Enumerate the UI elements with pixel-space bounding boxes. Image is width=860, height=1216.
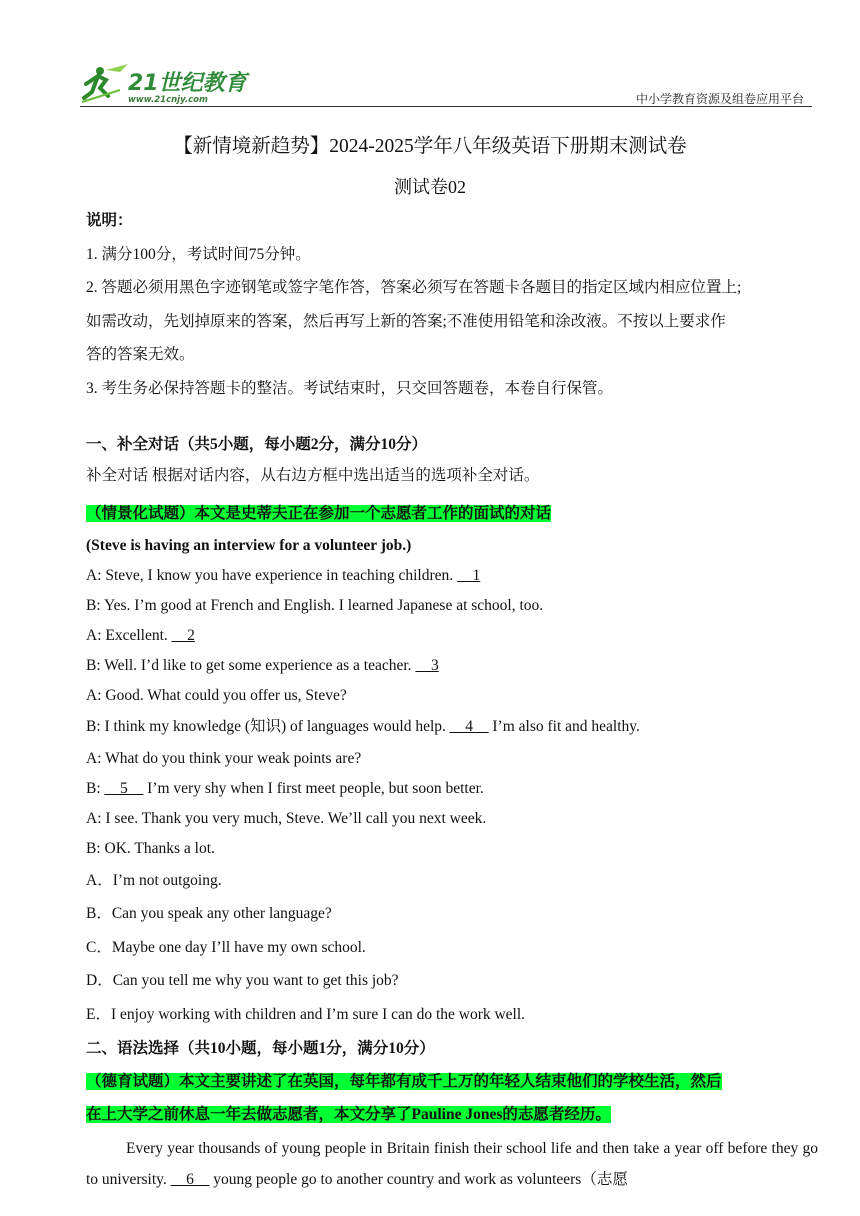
page-subtitle: 测试卷02 bbox=[394, 177, 466, 197]
dialogue-line: A: Excellent. __2 bbox=[86, 627, 195, 644]
section1-heading: 一、补全对话（共5小题，每小题2分，满分10分） bbox=[86, 436, 428, 453]
option-a: A．I’m not outgoing. bbox=[86, 872, 222, 889]
dialogue-line: A: Good. What could you offer us, Steve? bbox=[86, 687, 347, 704]
dialogue-line: B: Well. I’d like to get some experience as a teacher. __3 bbox=[86, 657, 439, 674]
dialogue-line: A: I see. Thank you very much, Steve. We’ll call you next week. bbox=[86, 810, 487, 827]
page-title: 【新情境新趋势】2024-2025学年八年级英语下册期末测试卷 bbox=[173, 136, 687, 157]
instructions-heading: 说明： bbox=[86, 212, 133, 229]
logo-21cnjy bbox=[80, 62, 255, 106]
svg-text:21世纪教育: 21世纪教育 bbox=[128, 71, 247, 96]
instruction-item: 如需改动，先划掉原来的答案，然后再写上新的答案;不准使用铅笔和涂改液。不按以上要求作 bbox=[86, 313, 726, 330]
answer-blank[interactable]: __5__ bbox=[104, 780, 144, 797]
section1-context bbox=[86, 503, 821, 525]
page-header bbox=[80, 62, 812, 108]
answer-blank[interactable]: __3 bbox=[415, 657, 439, 674]
svg-text:www.21cnjy.com: www.21cnjy.com bbox=[128, 95, 208, 105]
header-divider bbox=[80, 106, 812, 107]
section1-instruction: 补全对话 根据对话内容，从右边方框中选出适当的选项补全对话。 bbox=[86, 467, 540, 484]
dialogue-line: A: Steve, I know you have experience in teaching children. __1 bbox=[86, 567, 481, 584]
section2-heading: 二、语法选择（共10小题，每小题1分，满分10分） bbox=[86, 1040, 435, 1057]
option-d: D．Can you tell me why you want to get this job? bbox=[86, 972, 399, 989]
dialogue-intro: (Steve is having an interview for a volunteer job.) bbox=[86, 537, 412, 554]
highlight-text: 在上大学之前休息一年去做志愿者，本文分享了Pauline Jones的志愿者经历。 bbox=[86, 1106, 611, 1123]
instruction-item: 2. 答题必须用黑色字迹钢笔或签字笔作答，答案必须写在答题卡各题目的指定区域内相应位置上; bbox=[86, 279, 742, 296]
answer-blank[interactable]: __6__ bbox=[170, 1171, 210, 1188]
option-e: E．I enjoy working with children and I’m sure I can do the work well. bbox=[86, 1006, 526, 1023]
instruction-item: 1. 满分100分，考试时间75分钟。 bbox=[86, 246, 311, 263]
answer-blank[interactable]: __1 bbox=[457, 567, 481, 584]
dialogue-line: A: What do you think your weak points are? bbox=[86, 750, 362, 767]
highlight-text: （情景化试题）本文是史蒂夫正在参加一个志愿者工作的面试的对话 bbox=[86, 505, 552, 522]
answer-blank[interactable]: __2 bbox=[171, 627, 195, 644]
runner-icon bbox=[82, 64, 128, 102]
dialogue-line: B: OK. Thanks a lot. bbox=[86, 840, 215, 857]
platform-name: 中小学教育资源及组卷应用平台 bbox=[635, 92, 804, 106]
dialogue-line: B: I think my knowledge (知识) of languages would help. __4__ I’m also fit and healthy. bbox=[86, 718, 640, 735]
option-b: B．Can you speak any other language? bbox=[86, 905, 332, 922]
section2-context-line1 bbox=[86, 1071, 821, 1093]
dialogue-line: B: __5__ I’m very shy when I first meet people, but soon better. bbox=[86, 780, 484, 797]
highlight-text: （德育试题）本文主要讲述了在英国，每年都有成千上万的年轻人结束他们的学校生活，然后 bbox=[86, 1073, 722, 1090]
section2-context-line2 bbox=[86, 1104, 821, 1126]
option-c: C．Maybe one day I’ll have my own school. bbox=[86, 939, 366, 956]
instruction-item: 3. 考生务必保持答题卡的整洁。考试结束时，只交回答题卷，本卷自行保管。 bbox=[86, 380, 614, 397]
passage-paragraph: Every year thousands of young people in Britain finish their school life and then take a year off before they go to university. __6__ young people go to another country and work as volunteers（志愿 bbox=[86, 1140, 818, 1188]
instruction-item: 答的答案无效。 bbox=[86, 346, 195, 363]
dialogue-line: B: Yes. I’m good at French and English. I learned Japanese at school, too. bbox=[86, 597, 544, 614]
answer-blank[interactable]: __4__ bbox=[449, 718, 489, 735]
